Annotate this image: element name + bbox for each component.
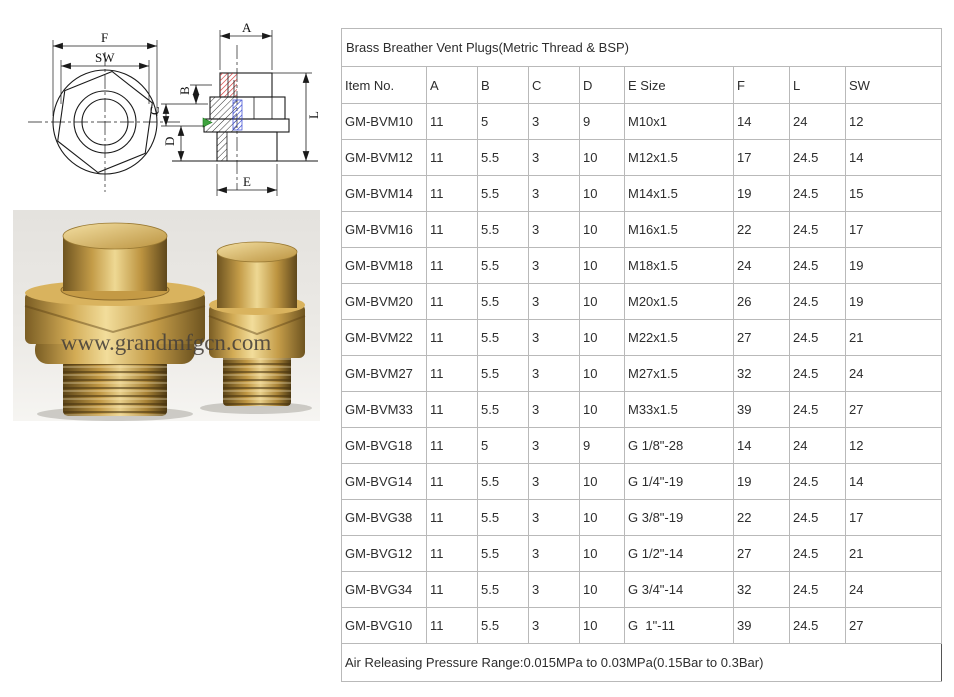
table-cell: 24.5 [790, 392, 846, 428]
table-cell: 12 [846, 104, 942, 140]
dimension-label-a: A [242, 20, 252, 35]
table-cell: M22x1.5 [625, 320, 734, 356]
table-cell: 5.5 [478, 212, 529, 248]
dimension-label-e: E [243, 174, 251, 189]
table-cell: 11 [427, 140, 478, 176]
table-cell: 10 [580, 284, 625, 320]
table-cell: 10 [580, 248, 625, 284]
table-cell: 27 [734, 320, 790, 356]
table-cell: 17 [734, 140, 790, 176]
table-cell: 24.5 [790, 320, 846, 356]
table-cell: M12x1.5 [625, 140, 734, 176]
table-title-row [342, 29, 942, 67]
table-cell: 3 [529, 212, 580, 248]
table-cell: 12 [846, 428, 942, 464]
table-cell: 5.5 [478, 608, 529, 644]
table-cell: M10x1 [625, 104, 734, 140]
table-cell: 22 [734, 212, 790, 248]
table-cell: 17 [846, 500, 942, 536]
table-cell: 24.5 [790, 248, 846, 284]
table-cell: M18x1.5 [625, 248, 734, 284]
table-cell: 24 [790, 428, 846, 464]
table-cell: GM-BVG18 [342, 428, 427, 464]
table-cell: 5.5 [478, 320, 529, 356]
table-cell: GM-BVM27 [342, 356, 427, 392]
table-cell: 32 [734, 572, 790, 608]
column-header-a: A [427, 67, 478, 104]
table-cell: 19 [734, 176, 790, 212]
table-cell: 21 [846, 536, 942, 572]
photo-svg [13, 210, 320, 421]
dimension-label-l: L [306, 111, 321, 119]
table-cell: 10 [580, 392, 625, 428]
table-cell: M16x1.5 [625, 212, 734, 248]
table-cell: 32 [734, 356, 790, 392]
table-cell: GM-BVM20 [342, 284, 427, 320]
table-header-row [342, 67, 942, 104]
table-cell: 19 [734, 464, 790, 500]
column-header-d: D [580, 67, 625, 104]
table-cell: 11 [427, 284, 478, 320]
table-cell: GM-BVM12 [342, 140, 427, 176]
table-cell: 24.5 [790, 356, 846, 392]
table-cell: 14 [734, 428, 790, 464]
table-row [342, 176, 942, 212]
table-cell: 27 [734, 536, 790, 572]
table-cell: 24.5 [790, 608, 846, 644]
table-cell: 5.5 [478, 176, 529, 212]
table-row [342, 140, 942, 176]
table-cell: 24 [846, 356, 942, 392]
table-cell: 10 [580, 212, 625, 248]
table-cell: 11 [427, 464, 478, 500]
table-cell: 10 [580, 176, 625, 212]
table-cell: GM-BVG38 [342, 500, 427, 536]
technical-drawing [0, 0, 340, 210]
table-cell: 3 [529, 536, 580, 572]
table-cell: 3 [529, 176, 580, 212]
table-cell: 9 [580, 428, 625, 464]
table-cell: M14x1.5 [625, 176, 734, 212]
table-cell: 24.5 [790, 212, 846, 248]
table-cell: 3 [529, 284, 580, 320]
table-cell: 11 [427, 356, 478, 392]
table-row [342, 212, 942, 248]
table-cell: 5 [478, 428, 529, 464]
dimension-label-b: B [177, 86, 192, 95]
table-cell: 5.5 [478, 500, 529, 536]
table-cell: G 3/4"-14 [625, 572, 734, 608]
table-cell: 5.5 [478, 284, 529, 320]
table-cell: 14 [734, 104, 790, 140]
watermark-text: www.grandmfgcn.com [60, 330, 272, 355]
table-cell: 24.5 [790, 284, 846, 320]
table-cell: 5.5 [478, 536, 529, 572]
table-row [342, 428, 942, 464]
table-cell: GM-BVG34 [342, 572, 427, 608]
table-body [342, 104, 942, 644]
table-cell: G 3/8"-19 [625, 500, 734, 536]
table-cell: 11 [427, 428, 478, 464]
table-cell: 10 [580, 140, 625, 176]
table-cell: GM-BVG12 [342, 536, 427, 572]
table-cell: 5.5 [478, 572, 529, 608]
table-cell: 26 [734, 284, 790, 320]
table-row [342, 392, 942, 428]
table-cell: 10 [580, 500, 625, 536]
drawing-svg [0, 0, 340, 210]
table-cell: 24.5 [790, 500, 846, 536]
table-row [342, 572, 942, 608]
table-cell: 24 [846, 572, 942, 608]
table-cell: 11 [427, 608, 478, 644]
table-cell: 24.5 [790, 140, 846, 176]
table-cell: GM-BVG10 [342, 608, 427, 644]
table-cell: 3 [529, 356, 580, 392]
table-cell: 19 [846, 284, 942, 320]
table-cell: 17 [846, 212, 942, 248]
table-row [342, 356, 942, 392]
table-cell: GM-BVM14 [342, 176, 427, 212]
column-header-c: C [529, 67, 580, 104]
column-header-l: L [790, 67, 846, 104]
table-cell: 5.5 [478, 140, 529, 176]
table-cell: GM-BVG14 [342, 464, 427, 500]
table-cell: 14 [846, 464, 942, 500]
footer-note: Air Releasing Pressure Range:0.015MPa to 0.03MPa(0.15Bar to 0.3Bar) [342, 644, 942, 682]
table-cell: 24.5 [790, 572, 846, 608]
table-cell: 3 [529, 608, 580, 644]
table-cell: GM-BVM33 [342, 392, 427, 428]
table-cell: 21 [846, 320, 942, 356]
table-cell: 22 [734, 500, 790, 536]
plug-small-cap-top [217, 242, 297, 262]
drawing-section-view [161, 30, 318, 196]
table-cell: 11 [427, 176, 478, 212]
table-cell: G 1/2"-14 [625, 536, 734, 572]
table-cell: 11 [427, 248, 478, 284]
table-cell: 10 [580, 320, 625, 356]
table-cell: 19 [846, 248, 942, 284]
table-cell: 39 [734, 608, 790, 644]
table-cell: 11 [427, 500, 478, 536]
table-row [342, 104, 942, 140]
table-title: Brass Breather Vent Plugs(Metric Thread & BSP) [342, 29, 942, 67]
table-row [342, 464, 942, 500]
table-cell: GM-BVM18 [342, 248, 427, 284]
table-cell: 11 [427, 536, 478, 572]
product-photo [13, 210, 320, 421]
table-cell: 5 [478, 104, 529, 140]
table-cell: 3 [529, 500, 580, 536]
table-cell: 5.5 [478, 464, 529, 500]
table-cell: 24 [734, 248, 790, 284]
table-footer-row [342, 644, 942, 682]
table-cell: 27 [846, 392, 942, 428]
plug-large-cap-top [63, 223, 167, 249]
table-cell: 10 [580, 572, 625, 608]
table-cell: 3 [529, 140, 580, 176]
column-header-f: F [734, 67, 790, 104]
table-cell: 10 [580, 464, 625, 500]
table-cell: M33x1.5 [625, 392, 734, 428]
table-cell: G 1/4"-19 [625, 464, 734, 500]
table-cell: 11 [427, 572, 478, 608]
table-cell: 3 [529, 428, 580, 464]
table-cell: 11 [427, 392, 478, 428]
table-cell: 24.5 [790, 536, 846, 572]
table-cell: G 1"-11 [625, 608, 734, 644]
table-row [342, 284, 942, 320]
table-cell: 3 [529, 248, 580, 284]
table-cell: 14 [846, 140, 942, 176]
table-cell: M27x1.5 [625, 356, 734, 392]
table-cell: 15 [846, 176, 942, 212]
table-cell: 11 [427, 320, 478, 356]
table-cell: 5.5 [478, 248, 529, 284]
table-cell: 3 [529, 104, 580, 140]
table-cell: 24.5 [790, 464, 846, 500]
table-cell: 27 [846, 608, 942, 644]
table-cell: 9 [580, 104, 625, 140]
table-cell: G 1/8"-28 [625, 428, 734, 464]
column-header-item-no: Item No. [342, 67, 427, 104]
table-cell: 10 [580, 608, 625, 644]
table-cell: 3 [529, 464, 580, 500]
table-row [342, 500, 942, 536]
table-cell: 5.5 [478, 356, 529, 392]
valve-core-blue [233, 100, 242, 130]
table-cell: 11 [427, 212, 478, 248]
table-cell: 3 [529, 572, 580, 608]
table-cell: GM-BVM16 [342, 212, 427, 248]
column-header-b: B [478, 67, 529, 104]
table-cell: 39 [734, 392, 790, 428]
column-header-e-size: E Size [625, 67, 734, 104]
table-cell: 10 [580, 536, 625, 572]
product-spec-table [341, 28, 942, 682]
dimension-label-d: D [162, 136, 177, 146]
dimension-label-sw: SW [95, 50, 115, 65]
table-cell: GM-BVM10 [342, 104, 427, 140]
thread-section [217, 132, 227, 161]
table-cell: 3 [529, 392, 580, 428]
table-cell: 10 [580, 356, 625, 392]
column-header-sw: SW [846, 67, 942, 104]
dimension-label-f: F [101, 30, 109, 45]
dimension-label-c: C [147, 106, 162, 115]
table-row [342, 248, 942, 284]
table-row [342, 320, 942, 356]
table-row [342, 608, 942, 644]
spec-table-panel [341, 28, 943, 682]
table-row [342, 536, 942, 572]
table-cell: 24.5 [790, 176, 846, 212]
cap-section-red [220, 73, 237, 97]
table-cell: 24 [790, 104, 846, 140]
table-cell: 5.5 [478, 392, 529, 428]
table-cell: M20x1.5 [625, 284, 734, 320]
table-cell: GM-BVM22 [342, 320, 427, 356]
table-cell: 3 [529, 320, 580, 356]
table-cell: 11 [427, 104, 478, 140]
